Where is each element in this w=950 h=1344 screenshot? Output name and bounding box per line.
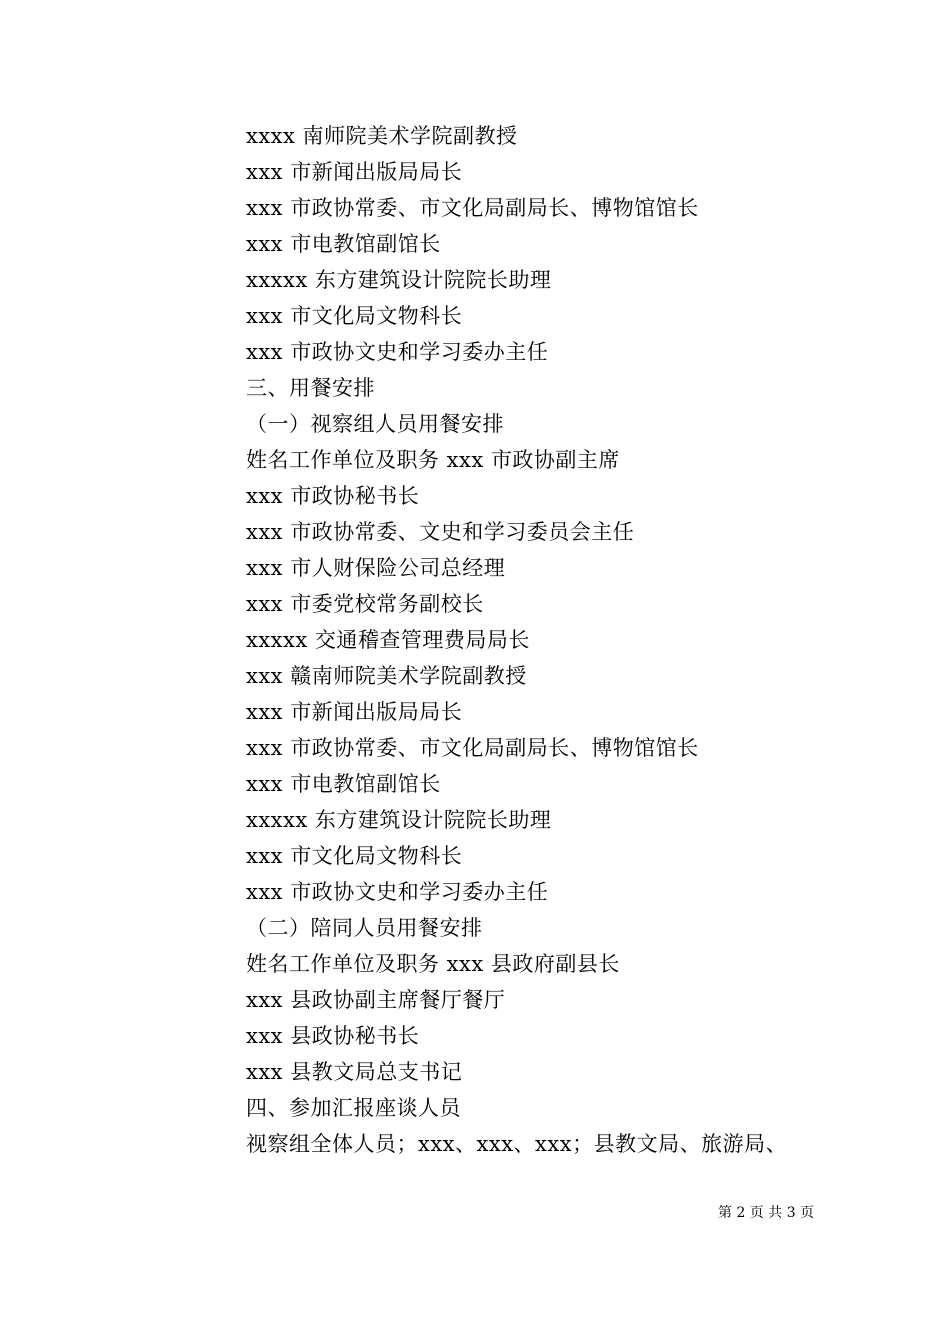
- text-line: xxx 市人财保险公司总经理: [246, 556, 506, 580]
- text-line: xxx 市电教馆副馆长: [246, 232, 441, 256]
- text-line: 视察组全体人员；xxx、xxx、xxx；县教文局、旅游局、: [246, 1132, 788, 1156]
- text-line: xxxxx 东方建筑设计院院长助理: [246, 268, 552, 292]
- subsection-heading: （一）视察组人员用餐安排: [246, 412, 504, 436]
- subsection-heading: （二）陪同人员用餐安排: [246, 916, 483, 940]
- text-line: xxx 市政协文史和学习委办主任: [246, 340, 549, 364]
- text-line: xxxxx 东方建筑设计院院长助理: [246, 808, 552, 832]
- text-line: xxx 县政协副主席餐厅餐厅: [246, 988, 506, 1012]
- text-line: 姓名工作单位及职务 xxx 市政协副主席: [246, 448, 620, 472]
- text-line: xxx 市电教馆副馆长: [246, 772, 441, 796]
- section-heading: 四、参加汇报座谈人员: [246, 1096, 461, 1120]
- text-line: xxx 市政协常委、市文化局副局长、博物馆馆长: [246, 736, 699, 760]
- text-line: xxx 县教文局总支书记: [246, 1060, 463, 1084]
- text-line: xxx 市政协常委、市文化局副局长、博物馆馆长: [246, 196, 699, 220]
- text-line: xxx 市政协文史和学习委办主任: [246, 880, 549, 904]
- text-line: xxx 市新闻出版局局长: [246, 700, 463, 724]
- section-heading: 三、用餐安排: [246, 376, 375, 400]
- text-line: xxx 赣南师院美术学院副教授: [246, 664, 527, 688]
- page-number-footer: 第 2 页 共 3 页: [718, 1205, 815, 1221]
- text-line: xxx 市文化局文物科长: [246, 844, 463, 868]
- text-line: xxx 市新闻出版局局长: [246, 160, 463, 184]
- text-line: 姓名工作单位及职务 xxx 县政府副县长: [246, 952, 620, 976]
- document-body: [246, 118, 866, 1162]
- text-line: xxxxx 交通稽查管理费局局长: [246, 628, 530, 652]
- text-line: xxx 市政协常委、文史和学习委员会主任: [246, 520, 635, 544]
- text-line: xxxx 南师院美术学院副教授: [246, 124, 518, 148]
- text-line: xxx 市文化局文物科长: [246, 304, 463, 328]
- text-line: xxx 县政协秘书长: [246, 1024, 420, 1048]
- text-line: xxx 市委党校常务副校长: [246, 592, 484, 616]
- text-line: xxx 市政协秘书长: [246, 484, 420, 508]
